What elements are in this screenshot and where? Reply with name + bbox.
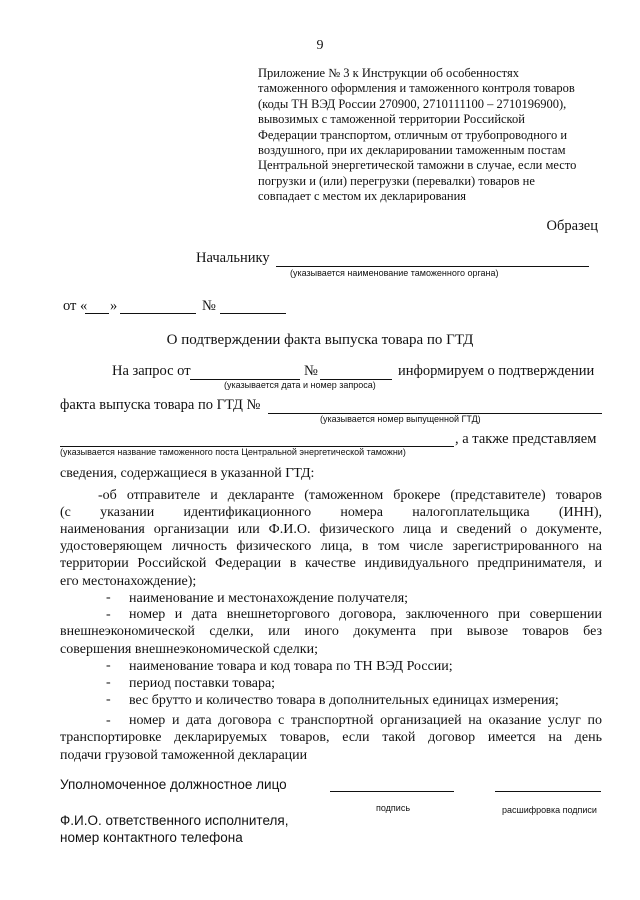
body-line: -об отправителе и декларанте (таможенном брокере (представителе) товаров	[98, 488, 602, 503]
appendix-line: Федерации транспортом, отличным от трубопроводного и	[258, 127, 568, 142]
addressee-label: Начальнику	[196, 250, 270, 266]
appendix-header	[258, 66, 618, 205]
body-line: совершения внешнеэкономической сделки;	[60, 642, 318, 657]
appendix-line: таможенного оформления и таможенного контроля товаров	[258, 81, 575, 96]
body-line: внешнеэкономической сделки, или иного документа при вывозе товаров без	[60, 624, 602, 639]
body-intro: сведения, содержащиеся в указанной ГТД:	[60, 466, 315, 481]
body-line: (с указании идентификационного номера налогоплательщика (ИНН),	[60, 505, 602, 520]
list-dash: -	[106, 713, 111, 728]
body-line: подачи грузовой таможенной декларации	[60, 748, 308, 763]
addressee-blank-line	[276, 266, 589, 267]
body-line: удостоверяющем личность физического лица, в том числе зарегистрированного на	[60, 539, 602, 554]
list-item: вес брутто и количество товара в дополнительных единицах измерения;	[129, 693, 559, 708]
appendix-line: воздушного, при их декларировании таможенным постам	[258, 143, 566, 158]
date-close-quote: »	[110, 298, 118, 314]
post-suffix: , а также представляем	[455, 431, 597, 447]
executor-label: Ф.И.О. ответственного исполнителя,	[60, 813, 289, 828]
document-title: О подтверждении факта выпуска товара по ГТД	[166, 332, 474, 348]
number-blank-line	[220, 313, 286, 314]
post-caption: (указывается название таможенного поста Центральной энергетической таможни)	[60, 447, 406, 457]
executor-phone-label: номер контактного телефона	[60, 830, 243, 845]
appendix-line: совпадает с местом их декларирования	[258, 189, 467, 204]
list-dash: -	[106, 607, 111, 622]
decrypt-caption: расшифровка подписи	[502, 805, 597, 815]
list-dash: -	[106, 658, 111, 673]
date-number-sign: №	[202, 298, 216, 314]
page-number: 9	[316, 38, 324, 53]
list-item: номер и дата договора с транспортной организацией на оказание услуг по	[129, 713, 602, 728]
appendix-line: (коды ТН ВЭД России 270900, 2710111100 – 2710196900),	[258, 96, 567, 111]
list-item: наименование и местонахождение получателя;	[129, 591, 409, 606]
request-suffix: информируем о подтверждении	[398, 363, 595, 379]
body-line: территории Российской Федерации в качестве индивидуального предпринимателя, и	[60, 556, 602, 571]
body-line: наименования организации или Ф.И.О. физического лица и сведений о документе,	[60, 522, 602, 537]
request-number-sign: №	[304, 363, 318, 379]
request-prefix: На запрос от	[112, 363, 191, 379]
appendix-line: погрузки и (или) перегрузки (перевалки) товаров не	[258, 173, 535, 188]
body-line: транспортировке декларируемых товаров, если такой договор имеется на день	[60, 730, 602, 745]
addressee-caption: (указывается наименование таможенного органа)	[290, 268, 499, 278]
day-blank-line	[85, 313, 109, 314]
list-item: наименование товара и код товара по ТН ВЭД России;	[129, 659, 453, 674]
gtd-caption: (указывается номер выпущенной ГТД)	[320, 414, 481, 424]
body-line: его местонахождение);	[60, 574, 197, 589]
date-from-label: от «	[63, 298, 88, 314]
month-blank-line	[120, 313, 196, 314]
list-item: период поставки товара;	[129, 676, 276, 691]
appendix-line: Центральной энергетической таможни в случае, если место	[258, 158, 577, 173]
list-dash: -	[106, 675, 111, 690]
signature-caption: подпись	[376, 803, 411, 813]
gtd-prefix: факта выпуска товара по ГТД №	[60, 397, 261, 413]
list-item: номер и дата внешнеторгового договора, заключенного при совершении	[129, 607, 602, 622]
appendix-line: вывозимых с таможенной территории Российской	[258, 112, 525, 127]
list-dash: -	[106, 590, 111, 605]
appendix-line: Приложение № 3 к Инструкции об особенностях	[258, 66, 519, 80]
sample-label: Образец	[546, 218, 598, 234]
official-label: Уполномоченное должностное лицо	[60, 777, 287, 792]
decrypt-blank-line	[495, 791, 601, 792]
list-dash: -	[106, 692, 111, 707]
request-caption: (указывается дата и номер запроса)	[224, 380, 376, 390]
signature-blank-line	[330, 791, 454, 792]
